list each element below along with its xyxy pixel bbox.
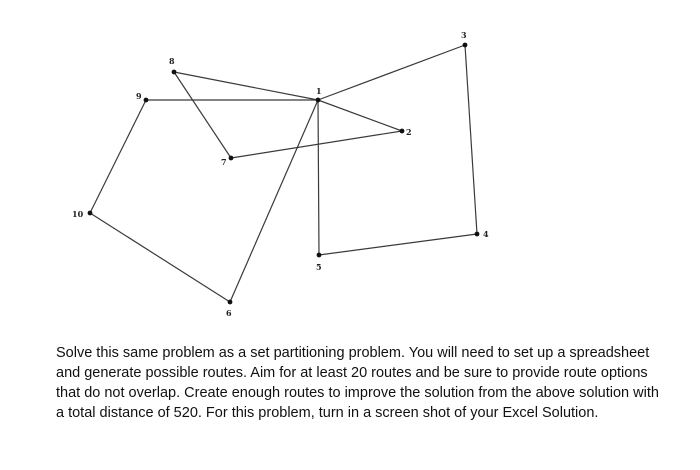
node-2 <box>400 129 405 134</box>
edge-8-7 <box>174 72 231 158</box>
node-label-10: 10 <box>72 209 84 219</box>
route-nodes <box>88 43 480 305</box>
edge-10-6 <box>90 213 230 302</box>
edge-9-10 <box>90 100 146 213</box>
route-edges <box>90 45 477 302</box>
node-8 <box>172 70 177 75</box>
edge-5-1 <box>318 100 319 255</box>
node-6 <box>228 300 233 305</box>
node-label-8: 8 <box>169 56 175 66</box>
node-label-6: 6 <box>226 308 232 318</box>
edge-2-1 <box>318 100 402 131</box>
node-10 <box>88 211 93 216</box>
problem-line-4: a total distance of 520. For this problem, turn in a screen shot of your Excel Solution. <box>56 405 599 421</box>
node-labels <box>72 30 489 318</box>
edge-6-1 <box>230 100 318 302</box>
node-label-3: 3 <box>461 30 467 40</box>
node-3 <box>463 43 468 48</box>
edge-1-3 <box>318 45 465 100</box>
edge-1-8 <box>174 72 318 100</box>
node-label-4: 4 <box>483 229 489 239</box>
edge-4-5 <box>319 234 477 255</box>
problem-line-3: that do not overlap. Create enough routes to improve the solution from the above solution with <box>56 385 659 401</box>
node-9 <box>144 98 149 103</box>
node-7 <box>229 156 234 161</box>
node-label-2: 2 <box>406 127 412 137</box>
node-1 <box>316 98 321 103</box>
node-label-9: 9 <box>136 91 142 101</box>
node-label-7: 7 <box>221 157 227 167</box>
problem-line-2: and generate possible routes. Aim for at least 20 routes and be sure to provide route options <box>56 365 648 381</box>
node-label-5: 5 <box>316 262 322 272</box>
problem-statement <box>56 343 686 423</box>
edge-7-2 <box>231 131 402 158</box>
node-label-1: 1 <box>316 86 322 96</box>
problem-line-1: Solve this same problem as a set partitioning problem. You will need to set up a spreadsheet <box>56 345 650 361</box>
node-4 <box>475 232 480 237</box>
edge-3-4 <box>465 45 477 234</box>
node-5 <box>317 253 322 258</box>
